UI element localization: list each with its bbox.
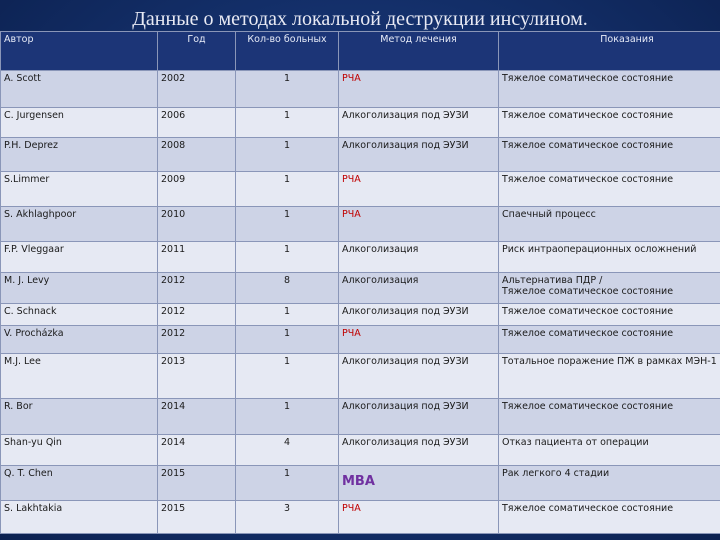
cell-method: Алкоголизация [339, 242, 499, 273]
cell-method: Алкоголизация под ЭУЗИ [339, 354, 499, 399]
methods-table [0, 31, 720, 534]
cell-method: Алкоголизация под ЭУЗИ [339, 138, 499, 172]
indication-line: Тяжелое соматическое состояние [502, 174, 674, 185]
cell-method: Алкоголизация под ЭУЗИ [339, 435, 499, 466]
cell-year: 2015 [158, 466, 236, 501]
cell-author: S. Lakhtakia [1, 501, 158, 534]
cell-method: РЧА [339, 172, 499, 207]
column-header-count: Кол-во больных [236, 32, 339, 71]
cell-indication [499, 242, 720, 273]
cell-year: 2002 [158, 71, 236, 108]
column-header-method: Метод лечения [339, 32, 499, 71]
cell-count: 1 [236, 399, 339, 435]
cell-year: 2015 [158, 501, 236, 534]
cell-author: C. Schnack [1, 304, 158, 326]
cell-count: 1 [236, 304, 339, 326]
indication-line: Тяжелое соматическое состояние [502, 140, 674, 151]
cell-author: V. Procházka [1, 326, 158, 354]
cell-count: 1 [236, 242, 339, 273]
cell-count: 1 [236, 71, 339, 108]
cell-indication [499, 138, 720, 172]
cell-count: 4 [236, 435, 339, 466]
cell-method: МВА [339, 466, 499, 501]
cell-year: 2008 [158, 138, 236, 172]
cell-indication [499, 326, 720, 354]
column-header-author: Автор [1, 32, 158, 71]
indication-line: Тяжелое соматическое состояние [502, 328, 674, 339]
table-row [1, 501, 720, 534]
indication-line: Риск интраоперационных осложнений [502, 244, 697, 255]
table-row [1, 466, 720, 501]
cell-year: 2014 [158, 399, 236, 435]
cell-indication [499, 71, 720, 108]
column-header-year: Год [158, 32, 236, 71]
indication-line: Рак легкого 4 стадии [502, 468, 610, 479]
table-row [1, 172, 720, 207]
table-row [1, 304, 720, 326]
indication-line: Тяжелое соматическое состояние [502, 110, 674, 121]
cell-author: S.Limmer [1, 172, 158, 207]
table-header-row [1, 32, 720, 71]
table-row [1, 138, 720, 172]
cell-method: Алкоголизация [339, 273, 499, 304]
cell-author: P.H. Deprez [1, 138, 158, 172]
cell-year: 2009 [158, 172, 236, 207]
column-header-indication: Показания [499, 32, 720, 71]
cell-author: Q. T. Chen [1, 466, 158, 501]
cell-indication [499, 172, 720, 207]
cell-year: 2010 [158, 207, 236, 242]
cell-count: 1 [236, 172, 339, 207]
cell-author: Shan-yu Qin [1, 435, 158, 466]
indication-line: Тяжелое соматическое состояние [502, 401, 674, 412]
cell-author: F.P. Vleggaar [1, 242, 158, 273]
cell-author: R. Bor [1, 399, 158, 435]
cell-method: Алкоголизация под ЭУЗИ [339, 304, 499, 326]
table-row [1, 326, 720, 354]
indication-line: Тяжелое соматическое состояние [502, 306, 674, 317]
cell-indication [499, 354, 720, 399]
cell-indication [499, 501, 720, 534]
cell-method: РЧА [339, 71, 499, 108]
cell-indication [499, 399, 720, 435]
table-row [1, 399, 720, 435]
cell-count: 3 [236, 501, 339, 534]
cell-year: 2012 [158, 273, 236, 304]
cell-count: 1 [236, 326, 339, 354]
cell-author: A. Scott [1, 71, 158, 108]
cell-author: S. Akhlaghpoor [1, 207, 158, 242]
cell-author: C. Jurgensen [1, 108, 158, 138]
indication-line: Тяжелое соматическое состояние [502, 286, 674, 297]
cell-author: M.J. Lee [1, 354, 158, 399]
cell-method: РЧА [339, 207, 499, 242]
table-row [1, 435, 720, 466]
table-row [1, 108, 720, 138]
table-row [1, 71, 720, 108]
cell-method: РЧА [339, 501, 499, 534]
cell-count: 1 [236, 354, 339, 399]
table-row [1, 354, 720, 399]
slide-title: Данные о методах локальной деструкции инсулином. [132, 8, 588, 30]
cell-year: 2006 [158, 108, 236, 138]
cell-count: 8 [236, 273, 339, 304]
cell-author: M. J. Levy [1, 273, 158, 304]
cell-count: 1 [236, 466, 339, 501]
cell-method: Алкоголизация под ЭУЗИ [339, 108, 499, 138]
cell-year: 2013 [158, 354, 236, 399]
cell-count: 1 [236, 108, 339, 138]
cell-year: 2011 [158, 242, 236, 273]
cell-indication [499, 304, 720, 326]
cell-indication [499, 108, 720, 138]
cell-indication [499, 466, 720, 501]
indication-line: Альтернатива ПДР / [502, 275, 603, 286]
cell-indication [499, 207, 720, 242]
table-row [1, 242, 720, 273]
table-row [1, 273, 720, 304]
cell-method: Алкоголизация под ЭУЗИ [339, 399, 499, 435]
table-row [1, 207, 720, 242]
cell-indication [499, 273, 720, 304]
indication-line: Тяжелое соматическое состояние [502, 503, 674, 514]
cell-year: 2014 [158, 435, 236, 466]
cell-count: 1 [236, 138, 339, 172]
cell-count: 1 [236, 207, 339, 242]
cell-year: 2012 [158, 326, 236, 354]
indication-line: Отказ пациента от операции [502, 437, 649, 448]
cell-method: РЧА [339, 326, 499, 354]
indication-line: Тотальное поражение ПЖ в рамках МЭН-1 [502, 356, 717, 367]
cell-year: 2012 [158, 304, 236, 326]
indication-line: Спаечный процесс [502, 209, 596, 220]
cell-indication [499, 435, 720, 466]
indication-line: Тяжелое соматическое состояние [502, 73, 674, 84]
